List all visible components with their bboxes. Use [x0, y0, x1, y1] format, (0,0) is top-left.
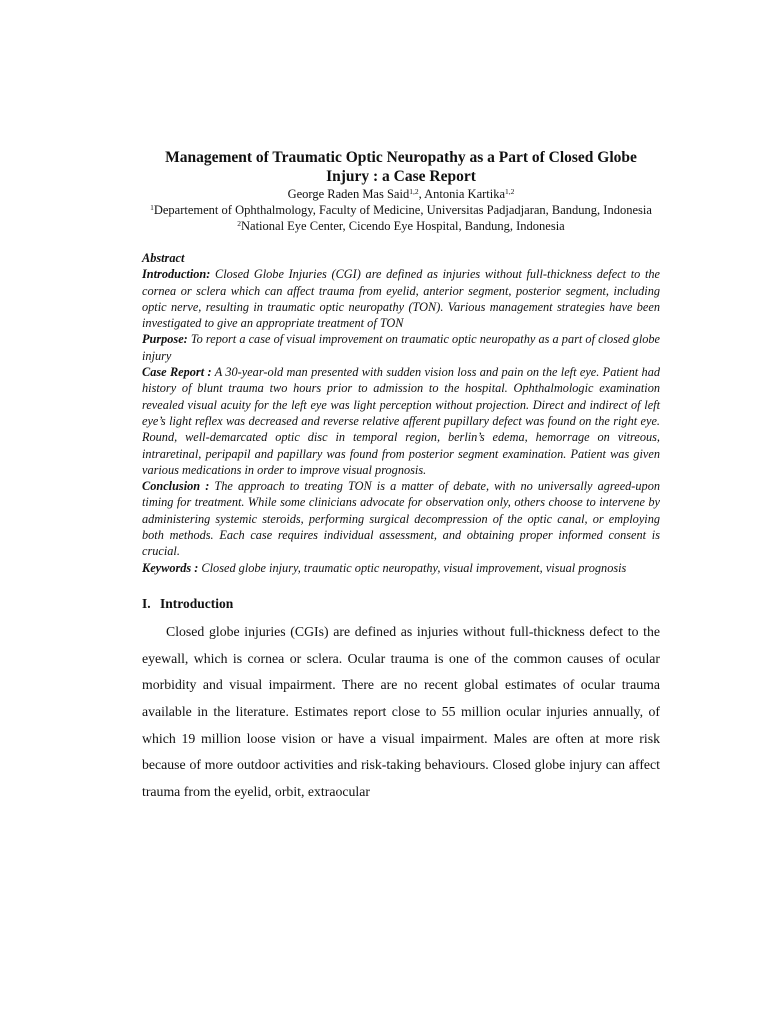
introduction-paragraph: Closed globe injuries (CGIs) are defined as injuries without full-thickness defect to the eyewall, which is cornea or sclera. Ocular trauma is one of the common causes of ocular morbidity and visual impairment. There are no recent global estimates of ocular trauma available in the literature. Estimates report close to 55 million ocular injuries annually, of which 19 million loose vision or have a visual impairment. Males are often at more risk because of more outdoor activities and risk-taking behaviours. Closed globe injury can affect trauma from the eyelid, orbit, extraocular [142, 623, 660, 800]
abstract-label: Keywords : [142, 560, 199, 575]
abstract-introduction [142, 266, 660, 331]
author-name: Antonia Kartika [424, 187, 506, 201]
author-affiliation-mark: 1,2 [409, 187, 419, 196]
abstract-label: Conclusion : [142, 479, 210, 494]
abstract-purpose [142, 331, 660, 364]
paper-title: Management of Traumatic Optic Neuropathy as a Part of Closed Globe Injury : a Case Report [165, 149, 637, 185]
section-heading [142, 595, 660, 612]
abstract [142, 250, 660, 576]
section-number: I. [142, 595, 151, 611]
author-line [142, 186, 660, 202]
abstract-text: To report a case of visual improvement on traumatic optic neuropathy as a part of closed globe injury [142, 332, 660, 363]
abstract-label: Case Report : [142, 365, 212, 380]
abstract-label: Introduction: [142, 267, 211, 282]
affiliation-text: National Eye Center, Cicendo Eye Hospital, Bandung, Indonesia [241, 219, 565, 233]
abstract-case-report [142, 364, 660, 478]
affiliation-mark: 2 [237, 219, 241, 228]
author-separator: , [418, 187, 425, 201]
abstract-conclusion [142, 478, 660, 559]
section-title: Introduction [160, 595, 234, 611]
author-affiliation-mark: 1,2 [505, 187, 515, 196]
abstract-heading: Abstract [142, 251, 185, 265]
abstract-text: The approach to treating TON is a matter of debate, with no universally agreed-upon timing for treatment. While some clinicians advocate for observation only, others choose to intervene by administering systemic steroids, performing surgical decompression of the optic canal, or employing both methods. Each case requires individual assessment, and obtaining proper informed consent is crucial. [142, 479, 660, 559]
author-name: George Raden Mas Said [287, 187, 410, 201]
abstract-text: A 30-year-old man presented with sudden vision loss and pain on the left eye. Patient had history of blunt trauma two hours prior to admission to the hospital. Ophthalmologic examination revealed visual acuity for the left eye was light perception without projection. Direct and indirect of left eye’s light reflex was decreased and reverse relative afferent pupillary defect was found on the right eye. Round, well-demarcated optic disc in temporal region, berlin’s edema, hemorrage on vitreous, intraretinal, peripapil and papillary was found from posterior segment examination. Patient was given various medications in order to improve visual prognosis. [142, 365, 661, 477]
affiliation-mark: 1 [150, 203, 154, 212]
affiliation-text: Departement of Ophthalmology, Faculty of Medicine, Universitas Padjadjaran, Bandung, Indonesia [153, 203, 652, 217]
paper-page [142, 148, 660, 820]
affiliation-2 [142, 218, 660, 234]
abstract-label: Purpose: [142, 332, 188, 347]
abstract-text: Closed globe injury, traumatic optic neuropathy, visual improvement, visual prognosis [198, 560, 627, 575]
abstract-text: Closed Globe Injuries (CGI) are defined as injuries without full-thickness defect to the cornea or sclera which can affect trauma from eyelid, anterior segment, posterior segment, including optic nerve, resulting in traumatic optic neuropathy (TON). Various management strategies have been investigated to give an appropriate treatment of TON [142, 267, 660, 331]
affiliation-1 [142, 202, 660, 218]
abstract-keywords [142, 560, 660, 576]
